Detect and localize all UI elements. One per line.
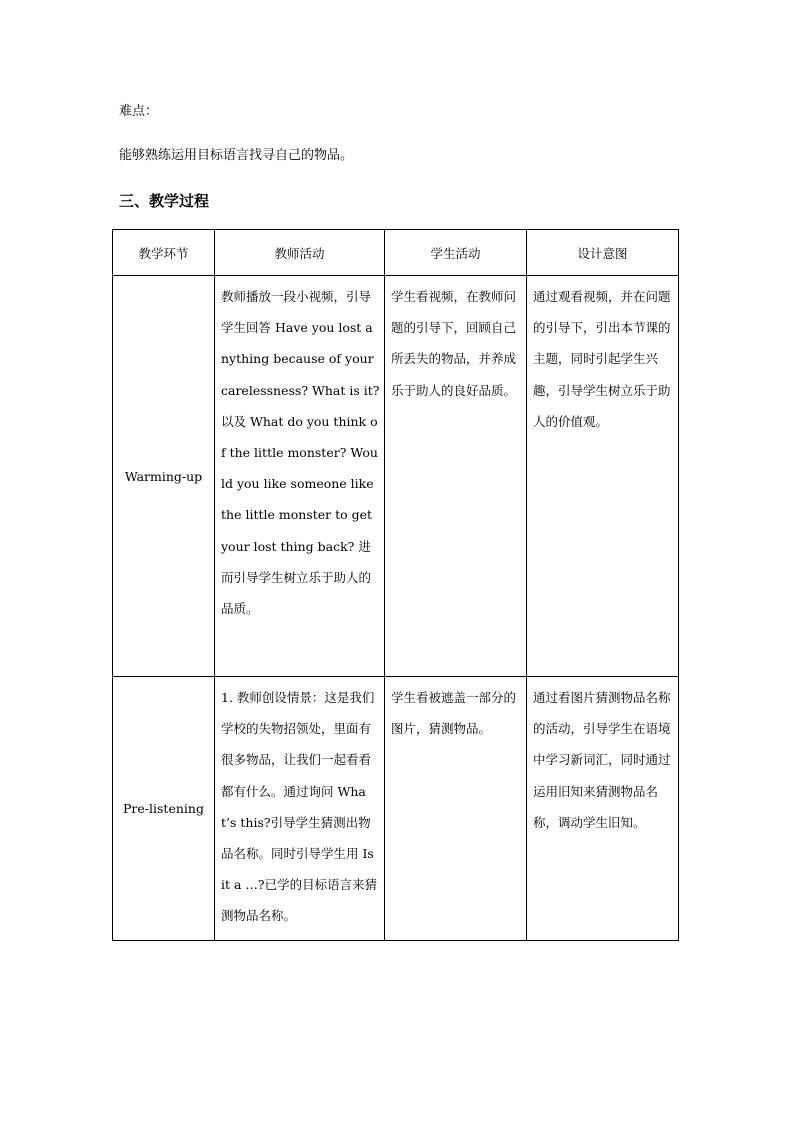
stage-cell: Pre-listening xyxy=(113,677,215,941)
design-purpose-text: 通过看图片猜测物品名称的活动，引导学生在语境中学习新词汇，同时通过运用旧知来猜测物品名称，调动学生旧知。 xyxy=(533,690,671,830)
teacher-activity-text: 教师播放一段小视频，引导学生回答 Have you lost anything because of your carelessness? What is it?以及 What do you think of the little monster? Would you like someone like the little monster to get your lost thing back? 进而引导学生树立乐于助人的品质。 xyxy=(221,289,380,617)
difficulty-label: 难点： xyxy=(119,104,159,119)
teacher-activity-text: 1. 教师创设情景：这是我们学校的失物招领处，里面有很多物品，让我们一起看看都有什么。通过询问 What’s this?引导学生猜测出物品名称。同时引导学生用 Is it a …?已学的目标语言来猜测物品名称。 xyxy=(221,690,378,924)
teacher-activity-cell xyxy=(215,677,385,941)
teaching-process-table xyxy=(112,229,679,941)
difficulty-text: 能够熟练运用目标语言找寻自己的物品。 xyxy=(119,148,354,163)
header-student-activity: 学生活动 xyxy=(385,230,527,276)
table-header-row xyxy=(113,230,679,276)
design-purpose-text: 通过观看视频，并在问题的引导下，引出本节课的主题，同时引起学生兴趣，引导学生树立乐于助人的价值观。 xyxy=(533,289,671,429)
stage-cell: Warming-up xyxy=(113,276,215,677)
table-row xyxy=(113,677,679,941)
student-activity-cell xyxy=(385,276,527,677)
teacher-activity-cell xyxy=(215,276,385,677)
header-design-purpose: 设计意图 xyxy=(527,230,679,276)
design-purpose-cell xyxy=(527,276,679,677)
header-stage: 教学环节 xyxy=(113,230,215,276)
student-activity-text: 学生看视频，在教师问题的引导下，回顾自己所丢失的物品，并养成乐于助人的良好品质。 xyxy=(391,289,517,398)
header-teacher-activity: 教师活动 xyxy=(215,230,385,276)
design-purpose-cell xyxy=(527,677,679,941)
student-activity-text: 学生看被遮盖一部分的图片，猜测物品。 xyxy=(391,690,517,737)
table-row xyxy=(113,276,679,677)
student-activity-cell xyxy=(385,677,527,941)
section-heading: 三、教学过程 xyxy=(119,192,210,210)
